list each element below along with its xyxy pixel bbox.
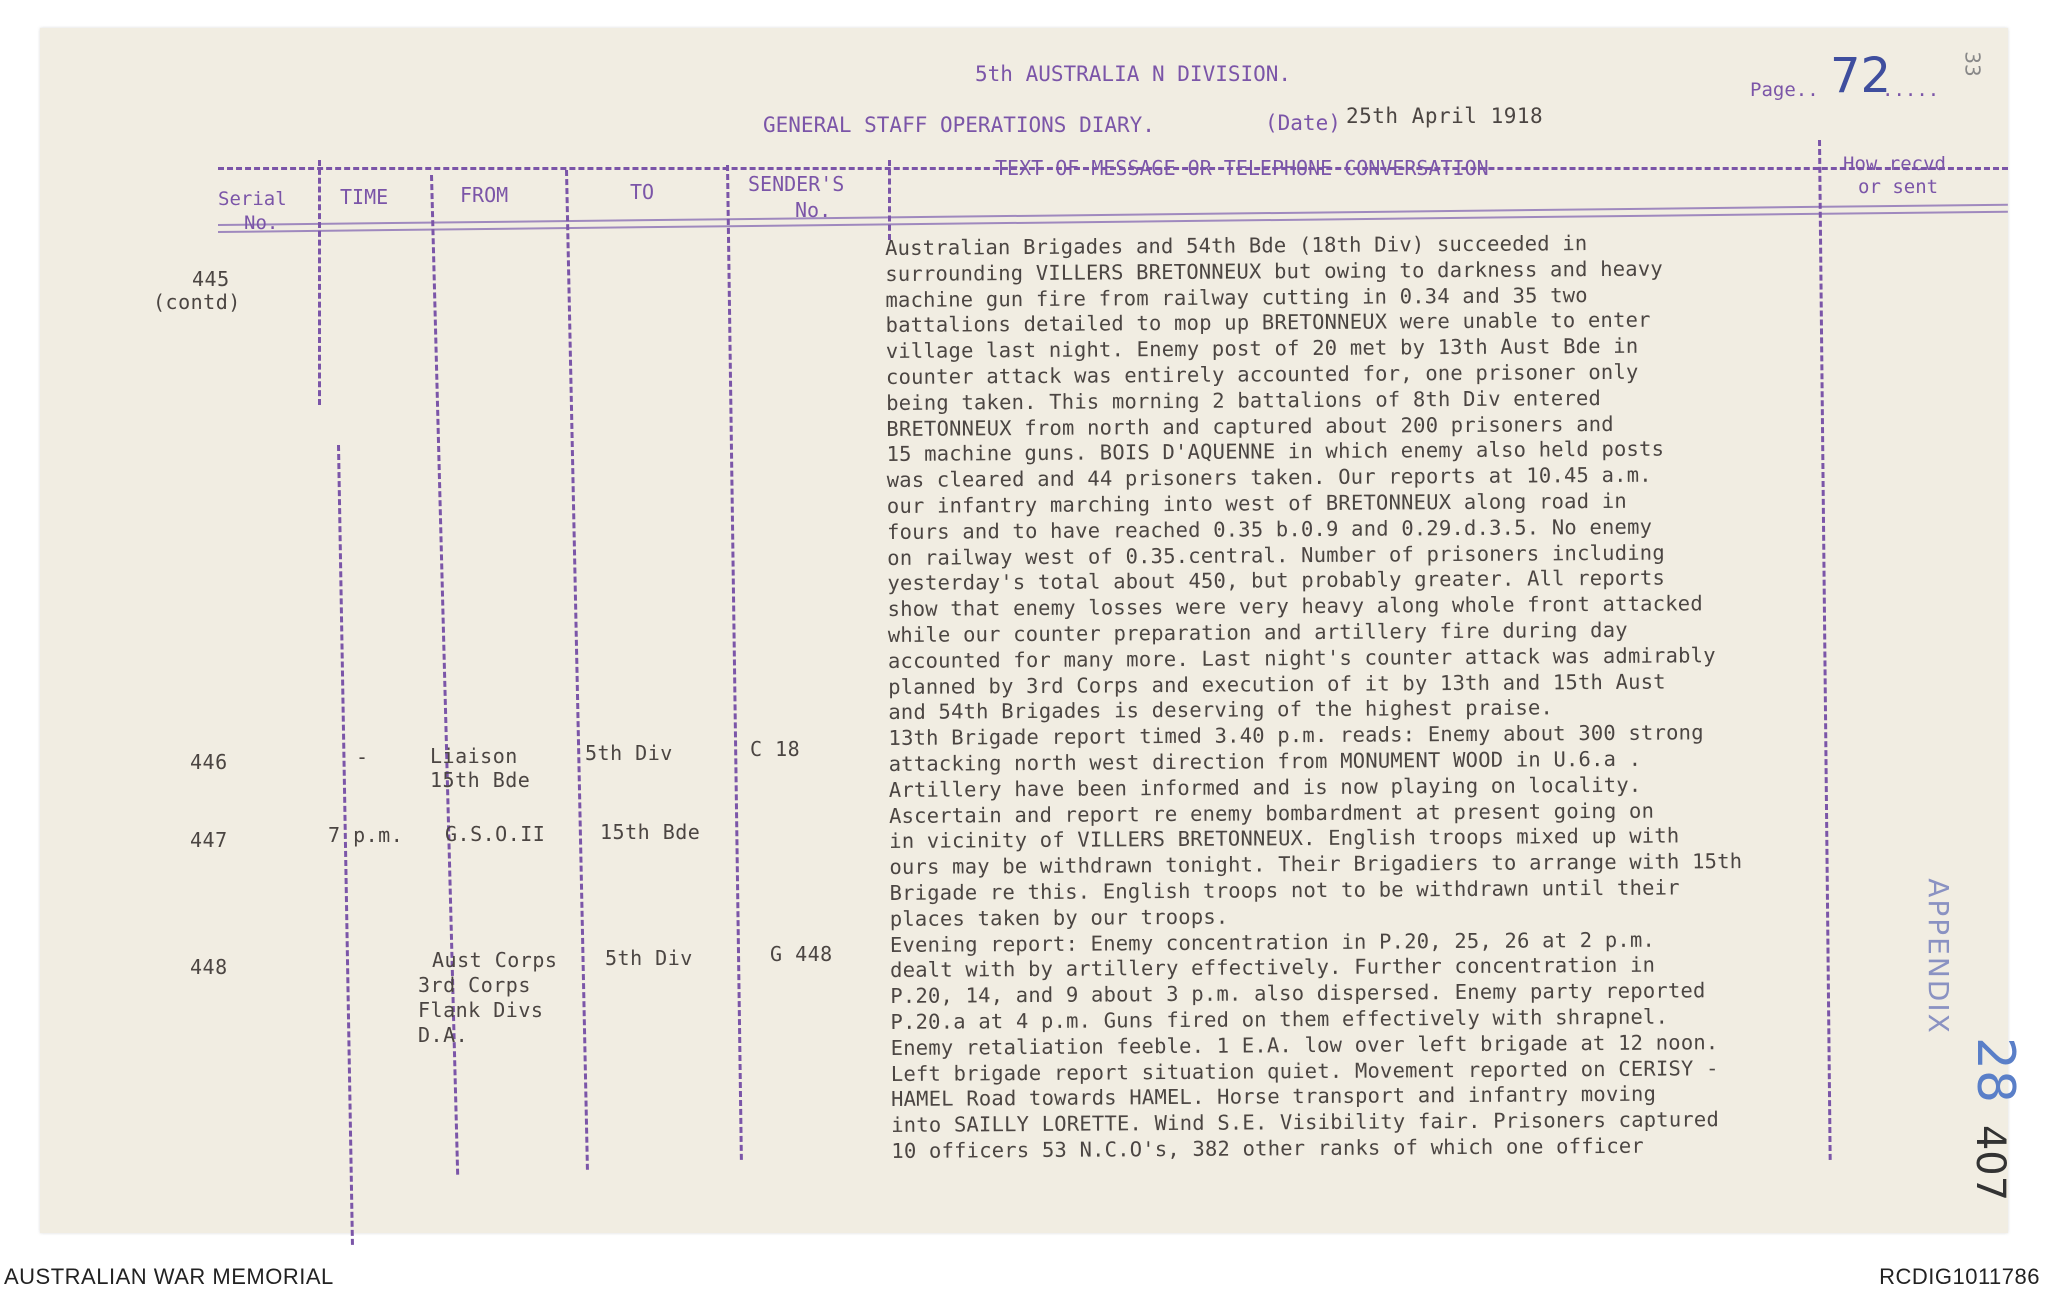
message-line: Brigade re this. English troops not to be withdrawn until their: [889, 875, 1680, 905]
message-line: dealt with by artillery effectively. Further concentration in: [890, 952, 1656, 983]
message-line: accounted for many more. Last night's counter attack was admirably: [887, 642, 1716, 673]
message-line: HAMEL Road towards HAMEL. Horse transport and infantry moving: [890, 1081, 1657, 1112]
footer-institution: AUSTRALIAN WAR MEMORIAL: [4, 1264, 334, 1289]
message-line: Artillery have been informed and is now playing on locality.: [888, 772, 1642, 802]
appendix-stamp-text: APPENDIX: [1921, 878, 1955, 1035]
col-text: TEXT OF MESSAGE OR TELEPHONE CONVERSATION: [995, 156, 1489, 180]
col-time: TIME: [340, 185, 389, 209]
sender-446: C 18: [750, 737, 801, 761]
column-divider-1: [318, 160, 321, 405]
from-446-line1: Liaison: [430, 744, 518, 768]
column-divider-5: [888, 160, 891, 240]
time-446: -: [356, 745, 369, 769]
col-how: How recvd.: [1843, 153, 1958, 175]
col-senders-no: No.: [795, 198, 832, 222]
to-446: 5th Div: [585, 741, 673, 765]
from-447: G.S.O.II: [445, 822, 546, 846]
message-line: show that enemy losses were very heavy along whole front attacked: [887, 591, 1703, 622]
message-line: places taken by our troops.: [889, 904, 1229, 931]
page-dots: .....: [1882, 79, 1940, 101]
date-label: (Date): [1265, 111, 1341, 135]
col-serial-no: No.: [244, 212, 279, 234]
sender-448: G 448: [770, 942, 833, 966]
from-448-line3: Flank Divs: [418, 998, 544, 1022]
message-line: being taken. This morning 2 battalions of 8th Div entered: [886, 385, 1602, 415]
appendix-number: 28: [1965, 1036, 2026, 1104]
message-line: BRETONNEUX from north and captured about 200 prisoners and: [886, 411, 1614, 441]
message-line: was cleared and 44 prisoners taken. Our reports at 10.45 a.m.: [886, 462, 1652, 493]
message-line: Ascertain and report re enemy bombardment at present going on: [888, 798, 1655, 828]
serial-448: 448: [190, 955, 228, 979]
message-line: 13th Brigade report timed 3.40 p.m. reads: Enemy about 300 strong: [888, 720, 1704, 751]
message-line: machine gun fire from railway cutting in 0.34 and 35 two: [885, 282, 1588, 312]
message-line: P.20, 14, and 9 about 3 p.m. also dispersed. Enemy party reported: [890, 978, 1706, 1009]
col-senders: SENDER'S: [748, 172, 845, 196]
page-label: Page..: [1750, 79, 1819, 101]
to-448: 5th Div: [605, 946, 693, 970]
serial-445: 445: [192, 267, 230, 291]
message-text: [885, 229, 1921, 1165]
message-line: 10 officers 53 N.C.O's, 382 other ranks of which one officer: [891, 1133, 1644, 1163]
side-number: 407: [1967, 1124, 2014, 1202]
message-line: Left brigade report situation quiet. Movement reported on CERISY -: [890, 1055, 1719, 1086]
from-448-line1: Aust Corps: [432, 948, 558, 972]
col-to: TO: [630, 180, 655, 204]
col-from: FROM: [460, 183, 509, 207]
corner-number: 33: [1960, 51, 1985, 77]
diary-title: GENERAL STAFF OPERATIONS DIARY.: [763, 113, 1155, 137]
serial-445-note: (contd): [153, 290, 241, 314]
message-line: yesterday's total about 450, but probably greater. All reports: [887, 565, 1666, 596]
time-447: 7 p.m.: [328, 823, 404, 847]
message-line: ours may be withdrawn tonight. Their Brigadiers to arrange with 15th: [889, 849, 1743, 880]
from-448-line4: D.A.: [418, 1023, 469, 1047]
message-line: counter attack was entirely accounted for, one prisoner only: [885, 359, 1639, 389]
col-serial: Serial: [218, 188, 287, 210]
message-line: P.20.a at 4 p.m. Guns fired on them effectively with shrapnel.: [890, 1004, 1669, 1034]
page-number: 72: [1830, 48, 1892, 104]
to-447: 15th Bde: [600, 820, 701, 844]
message-line: and 54th Brigades is deserving of the highest praise.: [888, 695, 1554, 725]
message-line: 15 machine guns. BOIS D'AQUENNE in which enemy also held posts: [886, 436, 1665, 467]
message-line: our infantry marching into west of BRETONNEUX along road in: [886, 488, 1627, 518]
message-line: Evening report: Enemy concentration in P.20, 25, 26 at 2 p.m.: [889, 927, 1656, 957]
from-446-line2: 15th Bde: [430, 768, 531, 792]
division-title: 5th AUSTRALIA N DIVISION.: [975, 62, 1292, 86]
footer-record-id: RCDIG1011786: [1879, 1264, 2040, 1289]
message-line: Enemy retaliation feeble. 1 E.A. low over left brigade at 12 noon.: [890, 1029, 1719, 1060]
col-how-2: or sent: [1858, 176, 1939, 198]
serial-446: 446: [190, 750, 228, 774]
message-line: into SAILLY LORETTE. Wind S.E. Visibility fair. Prisoners captured: [891, 1107, 1720, 1138]
message-line: surrounding VILLERS BRETONNEUX but owing to darkness and heavy: [885, 256, 1663, 286]
message-line: planned by 3rd Corps and execution of it by 13th and 15th Aust: [888, 669, 1666, 699]
message-line: on railway west of 0.35.central. Number of prisoners including: [887, 540, 1665, 570]
message-line: attacking north west direction from MONUMENT WOOD in U.6.a .: [888, 746, 1642, 776]
message-line: in vicinity of VILLERS BRETONNEUX. English troops mixed up with: [889, 823, 1680, 854]
diary-date: 25th April 1918: [1346, 104, 1544, 128]
message-line: fours and to have reached 0.35 b.0.9 and 0.29.d.3.5. No enemy: [886, 514, 1653, 544]
message-line: village last night. Enemy post of 20 met by 13th Aust Bde in: [885, 333, 1639, 364]
message-line: while our counter preparation and artillery fire during day: [887, 617, 1628, 647]
message-line: Australian Brigades and 54th Bde (18th Div) succeeded in: [885, 231, 1588, 260]
serial-447: 447: [190, 828, 228, 852]
message-line: battalions detailed to mop up BRETONNEUX were unable to enter: [885, 308, 1651, 338]
from-448-line2: 3rd Corps: [418, 973, 531, 997]
